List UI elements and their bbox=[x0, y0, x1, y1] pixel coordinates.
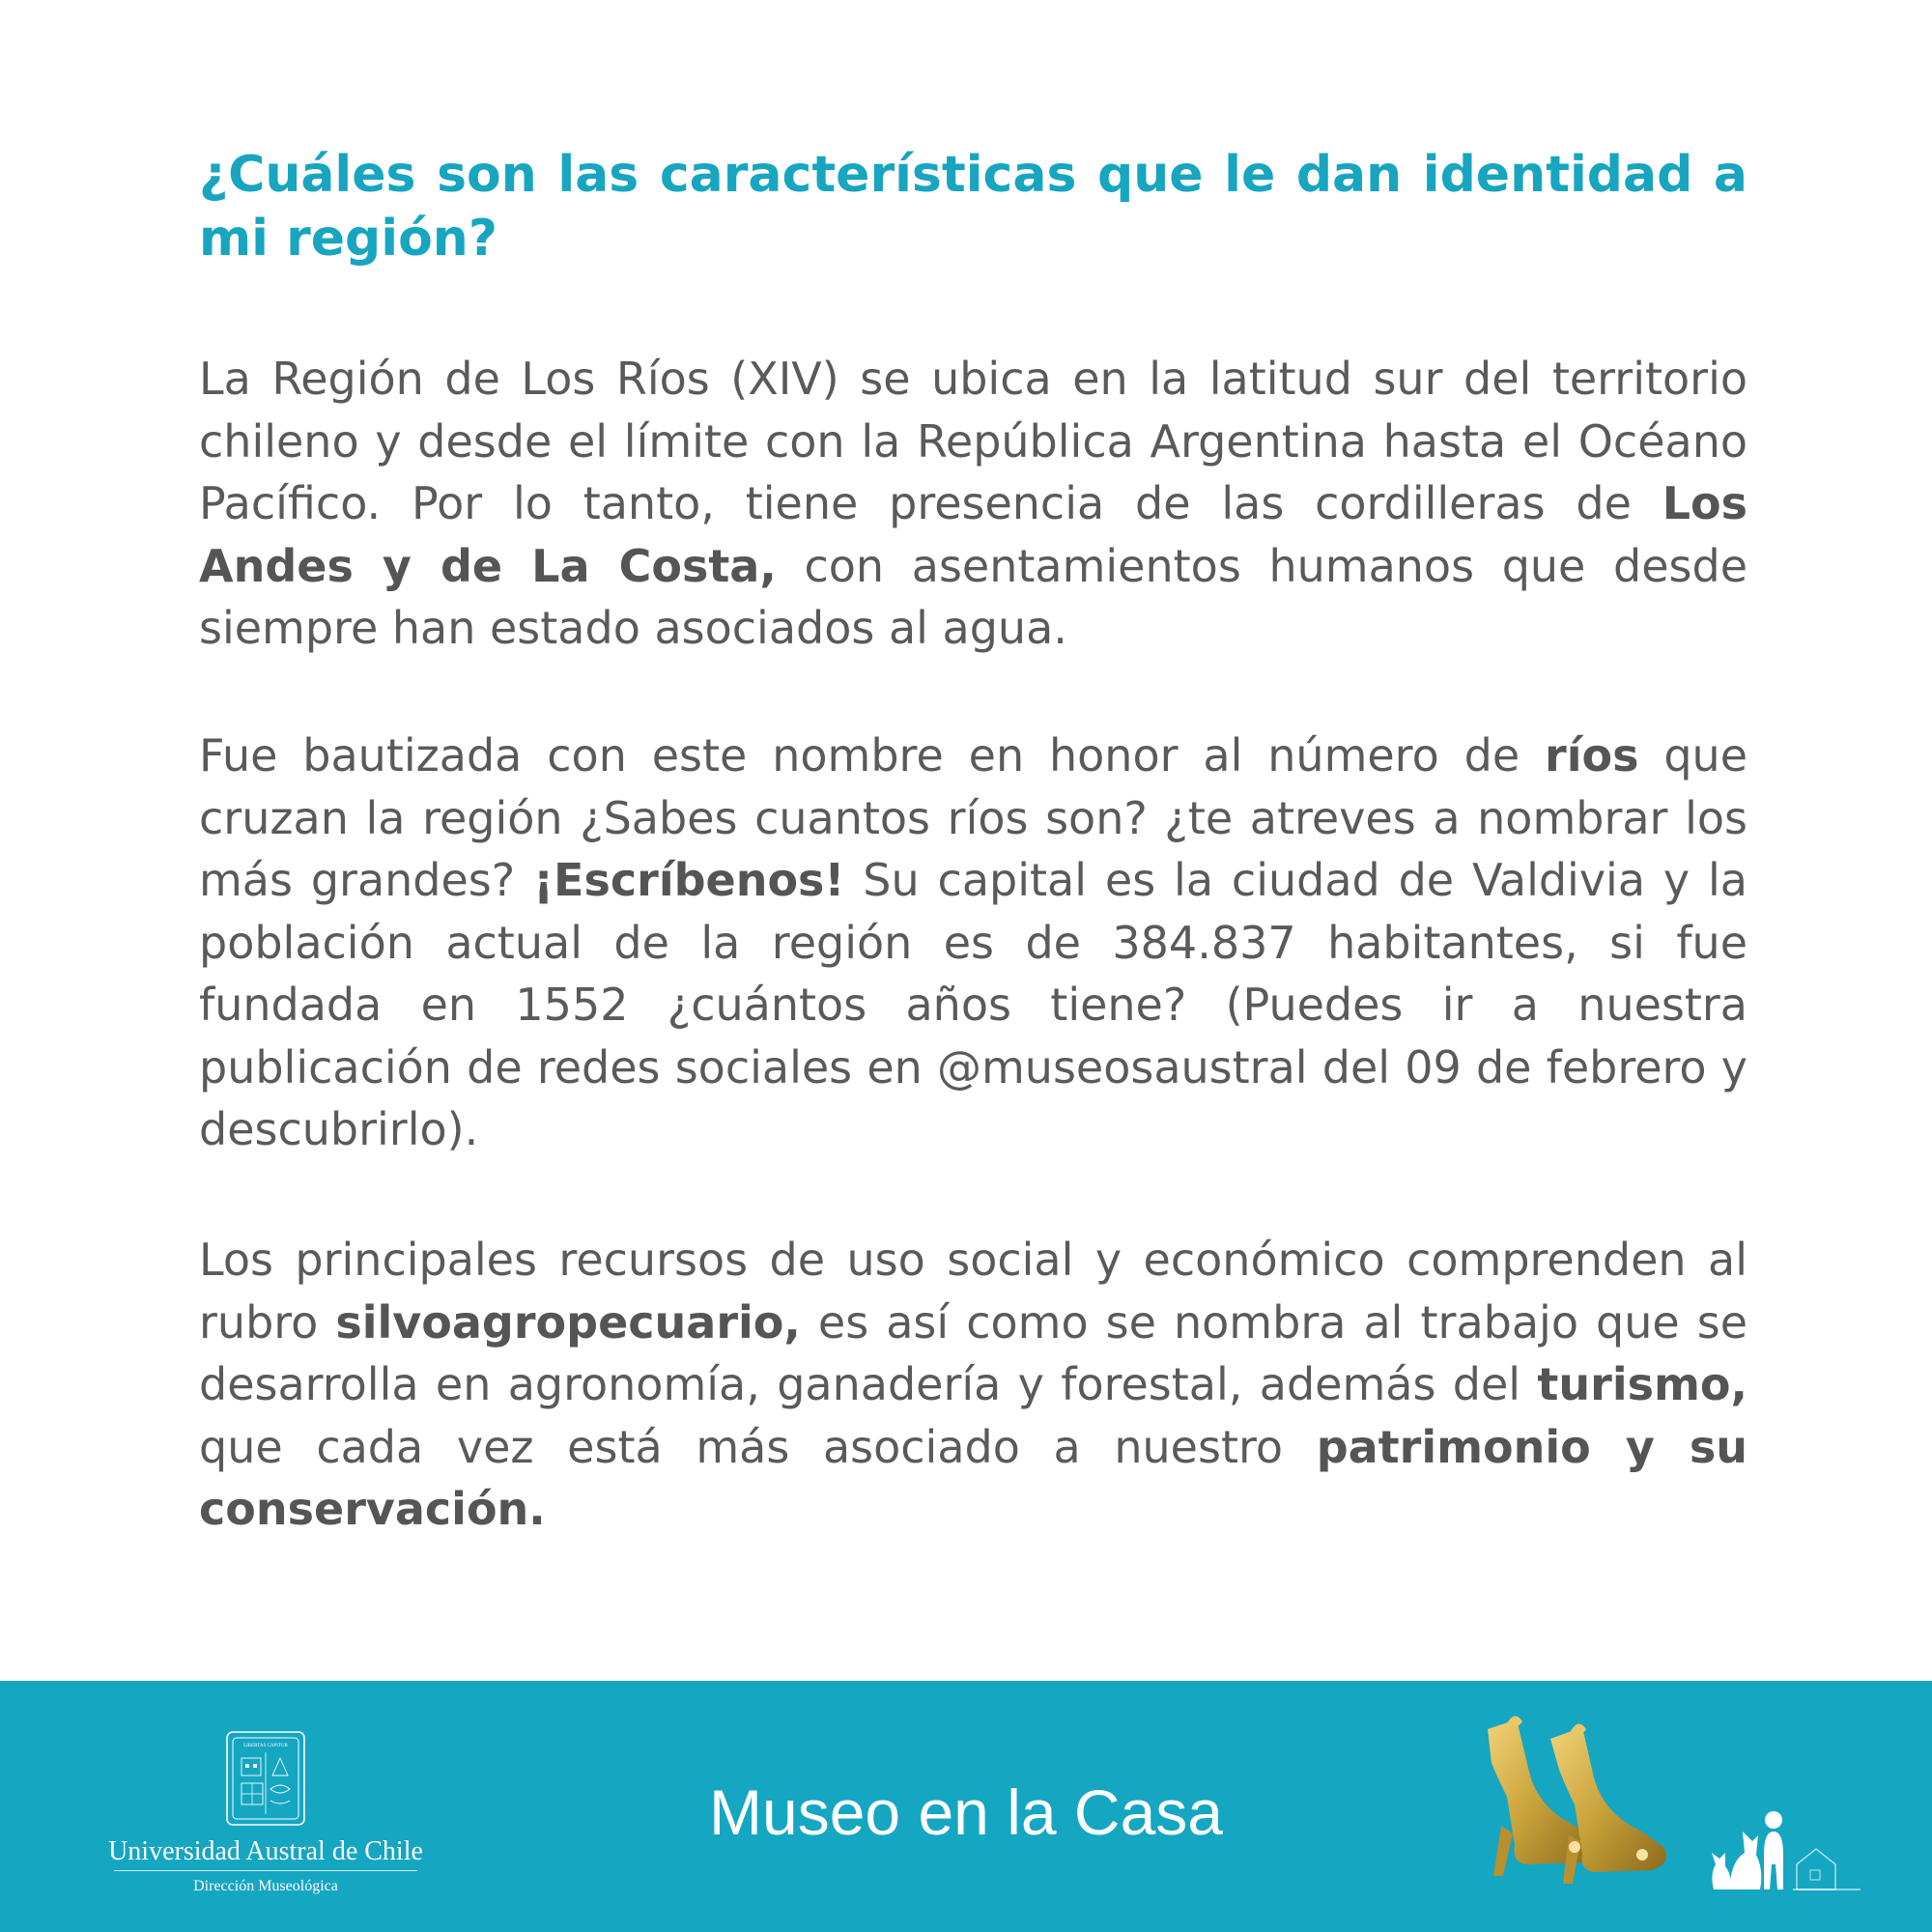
logo-divider bbox=[114, 1870, 417, 1871]
university-department: Dirección Museológica bbox=[193, 1878, 338, 1894]
emphasis-text: ¡Escríbenos! bbox=[533, 854, 845, 906]
body-text: Los principales recursos de uso social y económico comprenden al rubro bbox=[199, 1234, 1747, 1349]
golden-shoes-image bbox=[1459, 1710, 1690, 1893]
body-text: Su capital es la ciudad de Valdivia y la población actual de la región es de 384.837 habitantes, si fue fundada en 1552 ¿cuántos años tiene? (Puedes ir a nuestra publicación de redes sociales en @museosaustral del 09 de febrero y descubrirlo). bbox=[199, 854, 1747, 1155]
emphasis-text: silvoagropecuario, bbox=[335, 1295, 801, 1349]
paragraph-resources bbox=[199, 1229, 1747, 1541]
footer-banner bbox=[0, 1681, 1932, 1932]
paragraph-name-origin bbox=[199, 724, 1747, 1161]
crest-motto: LIBERTAS CAPITUR bbox=[243, 1744, 288, 1748]
university-name: Universidad Austral de Chile bbox=[108, 1836, 423, 1866]
emphasis-text: patrimonio y su conservación. bbox=[199, 1420, 1747, 1535]
body-text: que cruzan la región ¿Sabes cuantos ríos son? ¿te atreves a nombrar los más grandes? bbox=[199, 729, 1748, 906]
footer-title: Museo en la Casa bbox=[709, 1776, 1223, 1848]
body-text: con asentamientos humanos que desde siempre han estado asociados al agua. bbox=[199, 539, 1747, 654]
emphasis-text: ríos bbox=[1545, 729, 1639, 781]
body-text: es así como se nombra al trabajo que se desarrolla en agronomía, ganadería y forestal, además del bbox=[199, 1295, 1747, 1410]
university-logo bbox=[106, 1729, 425, 1903]
children-pets-house-icon bbox=[1700, 1797, 1864, 1893]
body-text: que cada vez está más asociado a nuestro bbox=[199, 1420, 1317, 1473]
emphasis-text: Los Andes y de La Costa, bbox=[199, 477, 1747, 592]
page-title: ¿Cuáles son las características que le dan identidad a mi región? bbox=[199, 146, 1747, 268]
body-text: Fue bautizada con este nombre en honor al número de bbox=[199, 729, 1546, 781]
body-text: La Región de Los Ríos (XIV) se ubica en la latitud sur del territorio chileno y desde el límite con la República Argentina hasta el Océano Pacífico. Por lo tanto, tiene presencia de las cordilleras de bbox=[199, 353, 1747, 529]
emphasis-text: turismo, bbox=[1537, 1358, 1747, 1410]
university-crest-icon bbox=[224, 1729, 307, 1828]
paragraph-location bbox=[199, 348, 1747, 660]
